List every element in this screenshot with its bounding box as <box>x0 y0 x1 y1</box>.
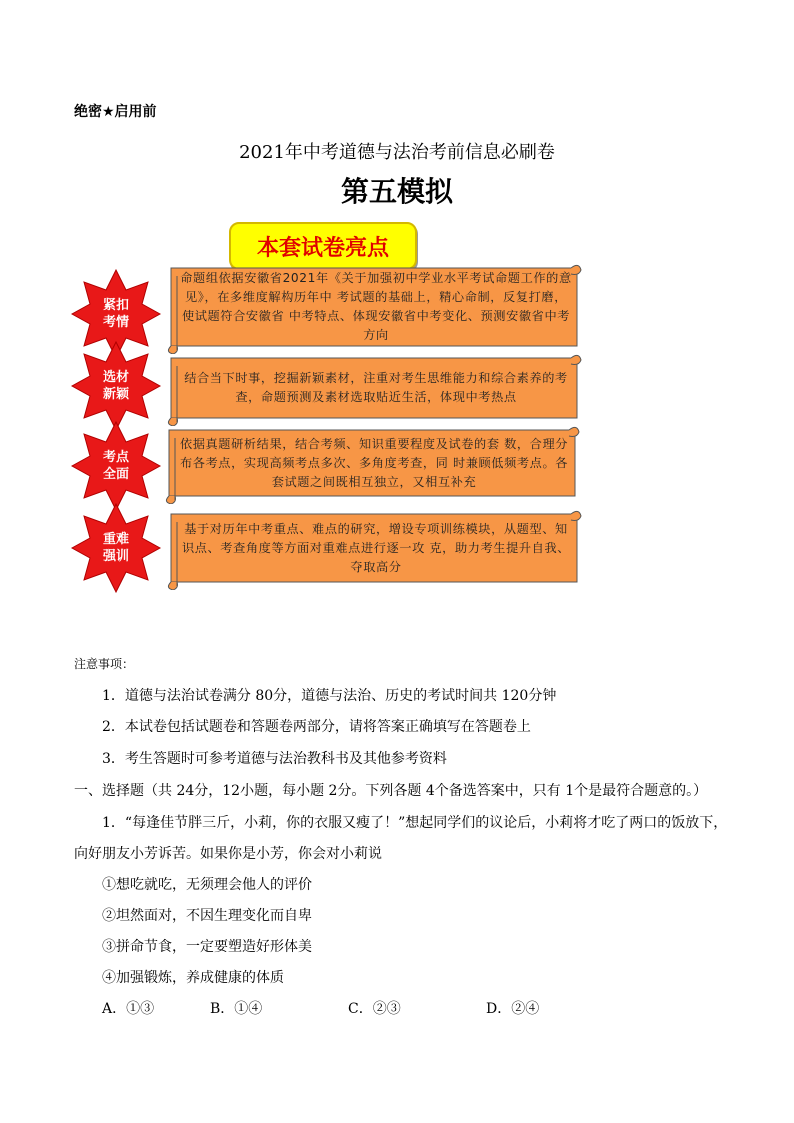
highlight-text-3: 依据真题研析结果，结合考频、知识重要程度及试卷的套 数，合理分布各考点，实现高频考点多次、多角度考查，同 时兼顾低频考点。各套试题之间既相互独立，又相互补充 <box>179 436 569 489</box>
notice-item-3: 3．考生答题时可参考道德与法治教科书及其他参考资料 <box>102 751 447 767</box>
highlight-badge-4 <box>70 502 162 594</box>
statement-2: ②坦然面对，不因生理变化而自卑 <box>102 908 312 924</box>
highlight-text-1: 命题组依据安徽省2021年《关于加强初中学业水平考试命题工作的意见》，在多维度解构历年中 考试题的基础上，精心命制，反复打磨，使试题符合安徽省 中考特点、体现安徽省中考变化、预测安徽省中考方向 <box>180 271 572 342</box>
section-heading: 一、选择题（共 24分，12小题，每小题 2分。下列各题 4个备选答案中，只有 1个是最符合题意的。） <box>74 783 708 799</box>
statement-4: ④加强锻炼，养成健康的体质 <box>102 970 284 986</box>
badge-text-2b: 新颖 <box>102 387 129 402</box>
highlight-badge-3 <box>70 420 162 512</box>
highlights-banner: 本套试卷亮点 <box>229 222 417 270</box>
statement-3: ③拼命节食，一定要塑造好形体美 <box>102 939 312 955</box>
badge-text-1b: 考情 <box>102 315 129 330</box>
highlight-text-4: 基于对历年中考重点、难点的研究，增设专项训练模块，从题型、知识点、考查角度等方面对重难点进行逐一攻 克，助力考生提升自我、夺取高分 <box>181 521 571 574</box>
highlight-scroll-3 <box>163 424 583 504</box>
option-a: A．①③ <box>102 1001 155 1017</box>
notice-heading: 注意事项： <box>74 657 135 671</box>
statement-1: ①想吃就吃，无须理会他人的评价 <box>102 877 312 893</box>
notice-item-2: 2．本试卷包括试题卷和答题卷两部分，请将答案正确填写在答题卷上 <box>102 719 531 735</box>
exam-subtitle: 第五模拟 <box>340 175 453 208</box>
question-1-stem-line2: 向好朋友小芳诉苦。如果你是小芳，你会对小莉说 <box>74 846 382 862</box>
highlight-scroll-4 <box>165 508 585 590</box>
notice-item-1: 1．道德与法治试卷满分 80分，道德与法治、历史的考试时间共 120分钟 <box>102 688 557 704</box>
badge-text-2a: 选材 <box>102 370 129 385</box>
option-c: C．②③ <box>348 1001 401 1017</box>
badge-text-4b: 强训 <box>102 549 129 564</box>
highlight-scroll-2 <box>165 352 585 426</box>
highlight-badge-2 <box>70 340 162 432</box>
exam-title: 2021年中考道德与法治考前信息必刷卷 <box>239 142 555 163</box>
confidential-label: 绝密★启用前 <box>74 104 157 120</box>
highlight-scroll-1 <box>165 262 585 354</box>
badge-text-3a: 考点 <box>102 450 129 465</box>
highlight-text-2: 结合当下时事，挖掘新颖素材，注重对考生思维能力和综合素养的考查，命题预测及素材选取贴近生活，体现中考热点 <box>184 371 568 404</box>
badge-text-1a: 紧扣 <box>102 298 129 313</box>
question-1-stem-line1: 1．“每逢佳节胖三斤，小莉，你的衣服又瘦了！”想起同学们的议论后，小莉将才吃了两口的饭放下， <box>102 815 728 831</box>
badge-text-3b: 全面 <box>102 467 129 482</box>
option-d: D．②④ <box>486 1001 540 1017</box>
badge-text-4a: 重难 <box>102 532 129 547</box>
option-b: B．①④ <box>210 1001 263 1017</box>
